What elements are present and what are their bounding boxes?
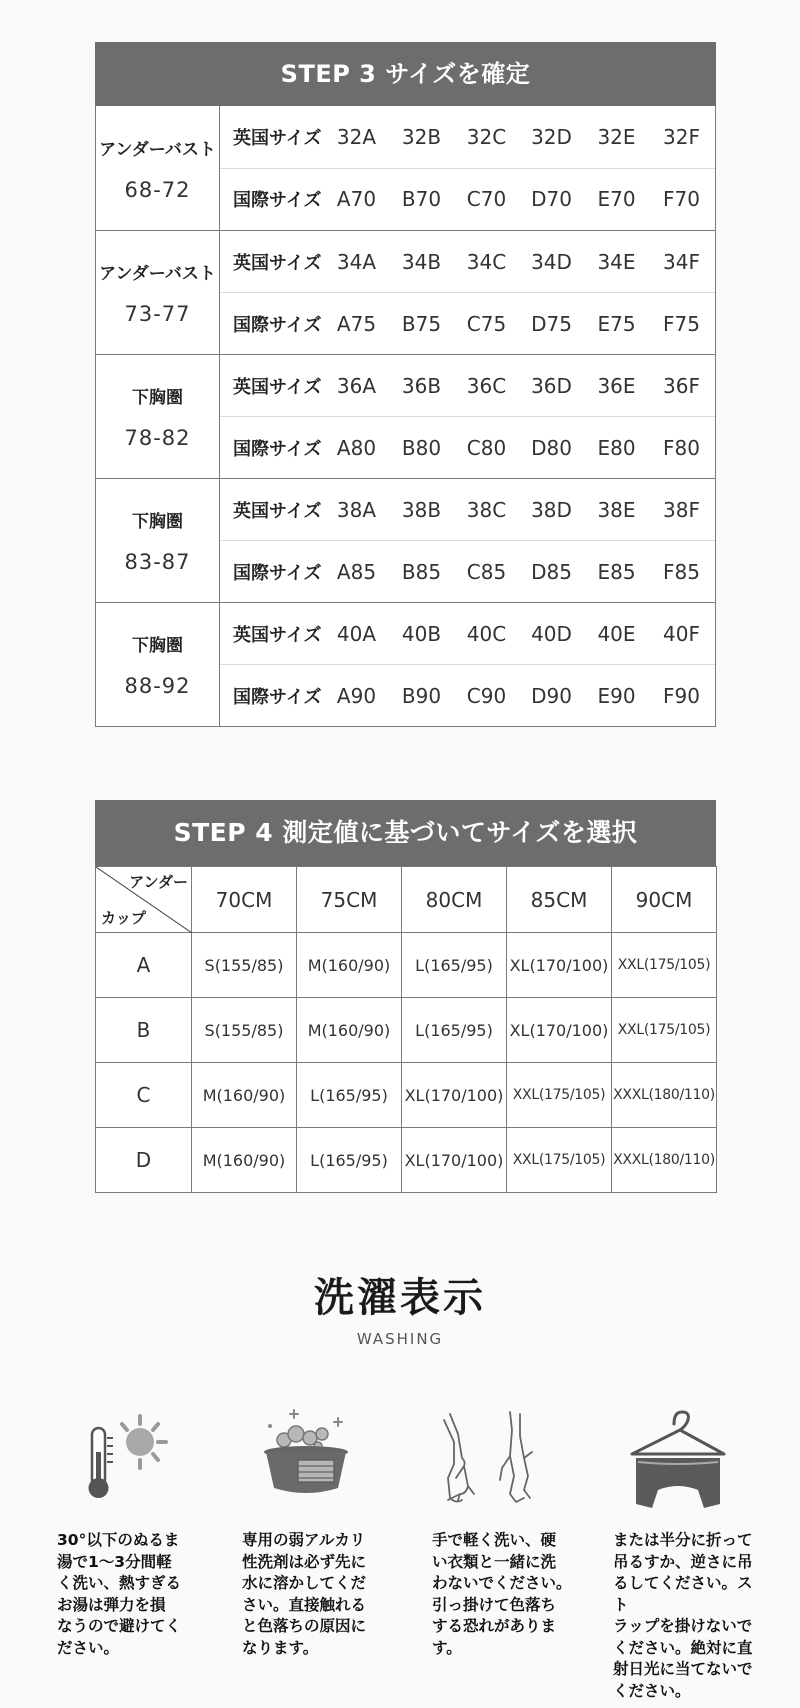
size-value: D75 — [531, 311, 572, 336]
size-cell: M(160/90) — [192, 1063, 297, 1128]
row-label: 英国サイズ — [233, 127, 322, 149]
text-line: ください。絶対に直 — [613, 1638, 753, 1657]
corner-label-cup: カップ — [101, 909, 146, 927]
washing-text-4 — [613, 1530, 763, 1702]
underbust-cell — [96, 355, 220, 478]
size-value: 34A — [336, 249, 377, 274]
text-line: する恐れがありま — [432, 1617, 557, 1635]
size-cell: XXL(175/105) — [507, 1063, 612, 1128]
text-line: 吊るすか、逆さに吊 — [613, 1552, 753, 1571]
size-value: 38E — [597, 497, 636, 522]
size-value: A90 — [336, 683, 377, 708]
size-value: E70 — [597, 187, 636, 212]
size-value: 38C — [466, 497, 507, 522]
washing-text-2 — [242, 1530, 392, 1659]
size-value: 32E — [597, 124, 636, 149]
size-value: 38D — [531, 497, 572, 522]
text-line: ださい。 — [57, 1638, 120, 1657]
size-value: F70 — [663, 187, 700, 212]
size-cell: L(165/95) — [297, 1063, 402, 1128]
intl-size-row — [220, 664, 715, 726]
cup-label: C — [96, 1063, 192, 1128]
size-value: E90 — [597, 683, 636, 708]
column-header: 85CM — [507, 867, 612, 933]
text-line: 引っ掛けて色落ち — [432, 1595, 557, 1614]
text-line: 手で軽く洗い、硬 — [432, 1531, 557, 1549]
underbust-range: 83-87 — [124, 550, 191, 574]
size-cell: L(165/95) — [297, 1128, 402, 1193]
row-label: 国際サイズ — [233, 438, 322, 460]
size-value: A70 — [336, 187, 377, 212]
step3-section — [95, 42, 716, 727]
row-label: 英国サイズ — [233, 376, 322, 398]
text-line: お湯は弾力を損 — [57, 1595, 166, 1614]
size-value: 36A — [336, 373, 377, 398]
size-value: C75 — [466, 311, 507, 336]
size-rows — [220, 355, 715, 478]
size-rows — [220, 603, 715, 726]
size-cell: XXL(175/105) — [507, 1128, 612, 1193]
uk-size-row — [220, 355, 715, 416]
size-cell: XL(170/100) — [507, 933, 612, 998]
size-value: C70 — [466, 187, 507, 212]
underbust-range: 88-92 — [124, 674, 191, 698]
size-cell: M(160/90) — [192, 1128, 297, 1193]
size-value: B90 — [401, 683, 442, 708]
row-label: 国際サイズ — [233, 314, 322, 336]
step4-section — [95, 800, 716, 1193]
size-cell: XXL(175/105) — [612, 998, 717, 1063]
size-value: 34B — [401, 249, 442, 274]
size-rows — [220, 231, 715, 354]
size-value: 40C — [466, 621, 507, 646]
size-value: E80 — [597, 435, 636, 460]
size-value: 32A — [336, 124, 377, 149]
underbust-label: アンダーバスト — [99, 139, 216, 160]
size-value: B80 — [401, 435, 442, 460]
uk-size-row — [220, 231, 715, 292]
size-cell: S(155/85) — [192, 933, 297, 998]
table-row — [96, 1063, 717, 1128]
size-value: B70 — [401, 187, 442, 212]
step3-title: STEP 3 サイズを確定 — [95, 42, 716, 106]
text-line: 専用の弱アルカリ — [242, 1531, 366, 1549]
size-value: 40A — [336, 621, 377, 646]
size-value: A75 — [336, 311, 377, 336]
size-value: 40B — [401, 621, 442, 646]
hanger-icon — [628, 1408, 728, 1514]
text-line: または半分に折って — [613, 1531, 753, 1549]
size-value: 34C — [466, 249, 507, 274]
size-value: 36F — [663, 373, 700, 398]
size-cell: L(165/95) — [402, 998, 507, 1063]
cup-label: D — [96, 1128, 192, 1193]
text-line: ください。 — [613, 1681, 691, 1700]
size-cell: S(155/85) — [192, 998, 297, 1063]
uk-size-row — [220, 603, 715, 664]
text-line: 水に溶かしてくだ — [242, 1574, 367, 1592]
underbust-cell — [96, 106, 220, 230]
size-value: E75 — [597, 311, 636, 336]
underbust-label: アンダーバスト — [99, 264, 216, 284]
size-value: 32D — [531, 124, 572, 149]
size-group — [96, 230, 715, 354]
underbust-range: 78-82 — [124, 426, 191, 450]
size-value: F85 — [663, 559, 700, 584]
intl-size-row — [220, 168, 715, 231]
size-value: 36B — [401, 373, 442, 398]
row-label: 国際サイズ — [233, 562, 322, 584]
intl-size-row — [220, 540, 715, 602]
size-value: 36E — [597, 373, 636, 398]
cup-label: B — [96, 998, 192, 1063]
underbust-range: 68-72 — [124, 177, 191, 202]
size-value: 34F — [663, 249, 700, 274]
size-group — [96, 602, 715, 726]
size-cell: XL(170/100) — [402, 1128, 507, 1193]
size-value: D70 — [531, 187, 572, 212]
size-value: C80 — [466, 435, 507, 460]
size-value: F75 — [663, 311, 700, 336]
size-value: 32B — [401, 124, 442, 149]
size-value: 38F — [663, 497, 700, 522]
uk-size-row — [220, 479, 715, 540]
size-value: A85 — [336, 559, 377, 584]
text-line: さい。直接触れる — [242, 1595, 367, 1614]
row-label: 英国サイズ — [233, 252, 322, 274]
corner-label-underbust: アンダー — [129, 873, 188, 891]
size-group — [96, 478, 715, 602]
step4-header-row — [96, 867, 717, 933]
table-row — [96, 933, 717, 998]
table-row — [96, 1128, 717, 1193]
underbust-cell — [96, 231, 220, 354]
size-cell: XXXL(180/110) — [612, 1128, 717, 1193]
washing-text-1 — [57, 1530, 207, 1659]
size-group — [96, 106, 715, 230]
washing-title: 洗濯表示 — [314, 1275, 486, 1321]
size-rows — [220, 479, 715, 602]
washing-text-3 — [432, 1530, 582, 1659]
underbust-range: 73-77 — [124, 302, 191, 326]
intl-size-row — [220, 292, 715, 354]
step4-table — [95, 866, 717, 1193]
size-value: 36C — [466, 373, 507, 398]
size-cell: XL(170/100) — [402, 1063, 507, 1128]
size-value: 40E — [597, 621, 636, 646]
size-value: B85 — [401, 559, 442, 584]
hand-wash-icon — [440, 1410, 540, 1510]
text-line: なります。 — [242, 1638, 319, 1657]
text-line: わないでください。 — [432, 1574, 572, 1592]
washing-subtitle: WASHING — [356, 1330, 444, 1348]
size-value: E85 — [597, 559, 636, 584]
size-value: D80 — [531, 435, 572, 460]
wash-basin-icon — [258, 1408, 354, 1498]
size-value: 34D — [531, 249, 572, 274]
row-label: 英国サイズ — [233, 624, 322, 646]
size-value: 32C — [466, 124, 507, 149]
size-value: 38A — [336, 497, 377, 522]
column-header: 70CM — [192, 867, 297, 933]
underbust-cell — [96, 479, 220, 602]
size-value: 32F — [663, 124, 700, 149]
step3-table — [95, 106, 716, 727]
text-line: 湯で1～3分間軽 — [57, 1552, 172, 1571]
text-line: と色落ちの原因に — [242, 1617, 367, 1635]
size-value: F80 — [663, 435, 700, 460]
thermometer-sun-icon — [80, 1412, 170, 1502]
text-line: く洗い、熱すぎる — [57, 1574, 182, 1592]
size-value: 34E — [597, 249, 636, 274]
text-line: 30°以下のぬるま — [57, 1531, 180, 1549]
text-line: す。 — [432, 1638, 462, 1657]
size-cell: XL(170/100) — [507, 998, 612, 1063]
underbust-label: 下胸圏 — [132, 512, 183, 532]
size-cell: XXL(175/105) — [612, 933, 717, 998]
column-header: 90CM — [612, 867, 717, 933]
underbust-cell — [96, 603, 220, 726]
step4-title: STEP 4 測定値に基づいてサイズを選択 — [95, 800, 716, 866]
underbust-label: 下胸圏 — [132, 636, 183, 656]
size-value: 40D — [531, 621, 572, 646]
size-cell: XXXL(180/110) — [612, 1063, 717, 1128]
size-value: A80 — [336, 435, 377, 460]
size-value: D90 — [531, 683, 572, 708]
text-line: 射日光に当てないで — [613, 1660, 753, 1678]
size-value: 36D — [531, 373, 572, 398]
size-cell: L(165/95) — [402, 933, 507, 998]
uk-size-row — [220, 106, 715, 168]
size-value: F90 — [663, 683, 700, 708]
text-line: 性洗剤は必ず先に — [242, 1552, 367, 1571]
cup-label: A — [96, 933, 192, 998]
intl-size-row — [220, 416, 715, 478]
size-value: D85 — [531, 559, 572, 584]
column-header: 80CM — [402, 867, 507, 933]
text-line: ラップを掛けないで — [613, 1617, 753, 1635]
size-cell: M(160/90) — [297, 933, 402, 998]
size-value: C85 — [466, 559, 507, 584]
size-value: 38B — [401, 497, 442, 522]
text-line: なうので避けてく — [57, 1617, 182, 1635]
size-value: 40F — [663, 621, 700, 646]
size-value: C90 — [466, 683, 507, 708]
text-line: い衣類と一緒に洗 — [432, 1552, 557, 1571]
row-label: 国際サイズ — [233, 686, 322, 708]
table-row — [96, 998, 717, 1063]
row-label: 国際サイズ — [233, 190, 322, 212]
size-group — [96, 354, 715, 478]
column-header: 75CM — [297, 867, 402, 933]
size-rows — [220, 106, 715, 230]
underbust-label: 下胸圏 — [132, 388, 183, 408]
corner-cell — [96, 867, 192, 933]
row-label: 英国サイズ — [233, 500, 322, 522]
text-line: るしてください。スト — [613, 1574, 753, 1614]
size-value: B75 — [401, 311, 442, 336]
size-cell: M(160/90) — [297, 998, 402, 1063]
